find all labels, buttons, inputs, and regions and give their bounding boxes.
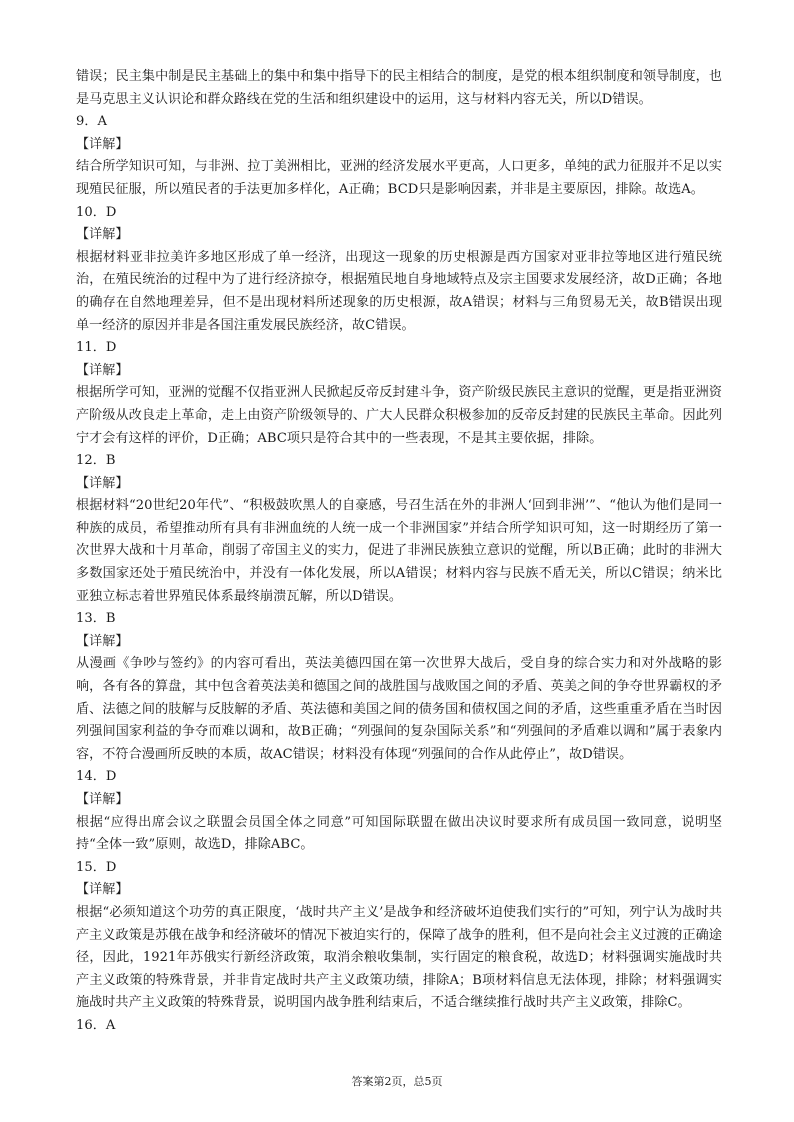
question-number: 11．D — [76, 340, 117, 356]
question-number: 12．B — [76, 453, 116, 469]
question-block-9 — [76, 111, 722, 201]
question-block-13 — [76, 608, 722, 766]
question-number-16: 16．A — [76, 1017, 116, 1033]
detail-label: 【详解】 — [76, 362, 129, 378]
page-footer: 答案第2页，总5页 — [351, 1075, 443, 1088]
question-number: 15．D — [76, 859, 117, 875]
question-number: 10．D — [76, 204, 117, 220]
detail-text: 根据材料“20世纪20年代”、“积极鼓吹黑人的自豪感，号召生活在外的非洲人‘回到非洲’”、“他认为他们是同一种族的成员，希望推动所有具有非洲血统的人统一成一个非洲国家”并结合所学知识可知，这一时期经历了第一次世界大战和十月革命，削弱了帝国主义的实力，促进了非洲民族独立意识的觉醒，所以B正确；此时的非洲大多数国家还处于殖民统治中，并没有一体化发展，所以A错误；材料内容与民族不盾无关，所以C错误；纳米比亚独立标志着世界殖民体系最终崩溃瓦解，所以D错误。 — [76, 498, 722, 604]
detail-text: 结合所学知识可知，与非洲、拉丁美洲相比，亚洲的经济发展水平更高，人口更多，单纯的武力征服并不足以实现殖民征服，所以殖民者的手法更加多样化，A正确；BCD只是影响因素，并非是主要原因，排除。故选A。 — [76, 159, 722, 197]
detail-label: 【详解】 — [76, 475, 129, 491]
detail-label: 【详解】 — [76, 633, 129, 649]
detail-label: 【详解】 — [76, 227, 129, 243]
question-block-11 — [76, 337, 722, 450]
question-number: 14．D — [76, 769, 117, 785]
question-number: 9．A — [76, 114, 108, 130]
answer-page-body — [76, 66, 722, 1038]
detail-text: 根据“应得出席会议之联盟会员国全体之同意”可知国际联盟在做出决议时要求所有成员国一致同意，说明坚持“全体一致”原则，故选D，排除ABC。 — [76, 814, 722, 853]
question-block-10 — [76, 202, 722, 338]
detail-text: 根据材料亚非拉美许多地区形成了单一经济，出现这一现象的历史根源是西方国家对亚非拉等地区进行殖民统治，在殖民统治的过程中为了进行经济掠夺，根据殖民地自身地域特点及宗主国要求发展经济，故D正确；各地的确存在自然地理差异，但不是出现材料所述现象的历史根源，故A错误；材料与三角贸易无关，故B错误出现单一经济的原因并非是各国注重发展民族经济，故C错误。 — [76, 249, 722, 333]
detail-label: 【详解】 — [76, 882, 129, 898]
question-block-12 — [76, 450, 722, 608]
detail-label: 【详解】 — [76, 136, 129, 152]
question-number: 13．B — [76, 611, 116, 627]
detail-label: 【详解】 — [76, 792, 129, 807]
question-block-14 — [76, 766, 722, 856]
detail-text: 根据“必须知道这个功劳的真正限度，‘战时共产主义’是战争和经济破坏迫使我们实行的”可知，列宁认为战时共产主义政策是苏俄在战争和经济破坏的情况下被迫实行的，保障了战争的胜利，但不是向社会主义过渡的正确途径，因此，1921年苏俄实行新经济政策，取消余粮收集制，实行固定的粮食税，故选D；材料强调实施战时共产主义政策的特殊背景，并非肯定战时共产主义政策功绩，排除A；B项材料信息无法体现，排除；材料强调实施战时共产主义政策的特殊背景，说明国内战争胜利结束后，不适合继续推行战时共产主义政策，排除C。 — [76, 904, 722, 1011]
detail-text: 从漫画《争吵与签约》的内容可看出，英法美德四国在第一次世界大战后，受自身的综合实力和对外战略的影响，各有各的算盘，其中包含着英法美和德国之间的战胜国与战败国之间的矛盾、英美之间的争夺世界霸权的矛盾、法德之间的肢解与反肢解的矛盾、英法德和美国之间的债务国和债权国之间的矛盾，这些重重矛盾在当时因列强间国家利益的争夺而难以调和，故B正确；“列强间的复杂国际关系”和“列强间的矛盾难以调和”属于表象内容，不符合漫画所反映的本质，故AC错误；材料没有体现“列强间的合作从此停止”，故D错误。 — [76, 656, 722, 762]
detail-text: 根据所学可知，亚洲的觉醒不仅指亚洲人民掀起反帝反封建斗争，资产阶级民族民主意识的觉醒，更是指亚洲资产阶级从改良走上革命，走上由资产阶级领导的、广大人民群众积极参加的反帝反封建的民族民主革命。因此列宁才会有这样的评价，D正确；ABC项只是符合其中的一些表现，不是其主要依据，排除。 — [76, 385, 722, 446]
question-block-15 — [76, 857, 722, 1015]
intro-paragraph: 错误；民主集中制是民主基础上的集中和集中指导下的民主相结合的制度，是党的根本组织制度和领导制度，也是马克思主义认识论和群众路线在党的生活和组织建设中的运用，这与材料内容无关，所以D错误。 — [76, 69, 722, 107]
